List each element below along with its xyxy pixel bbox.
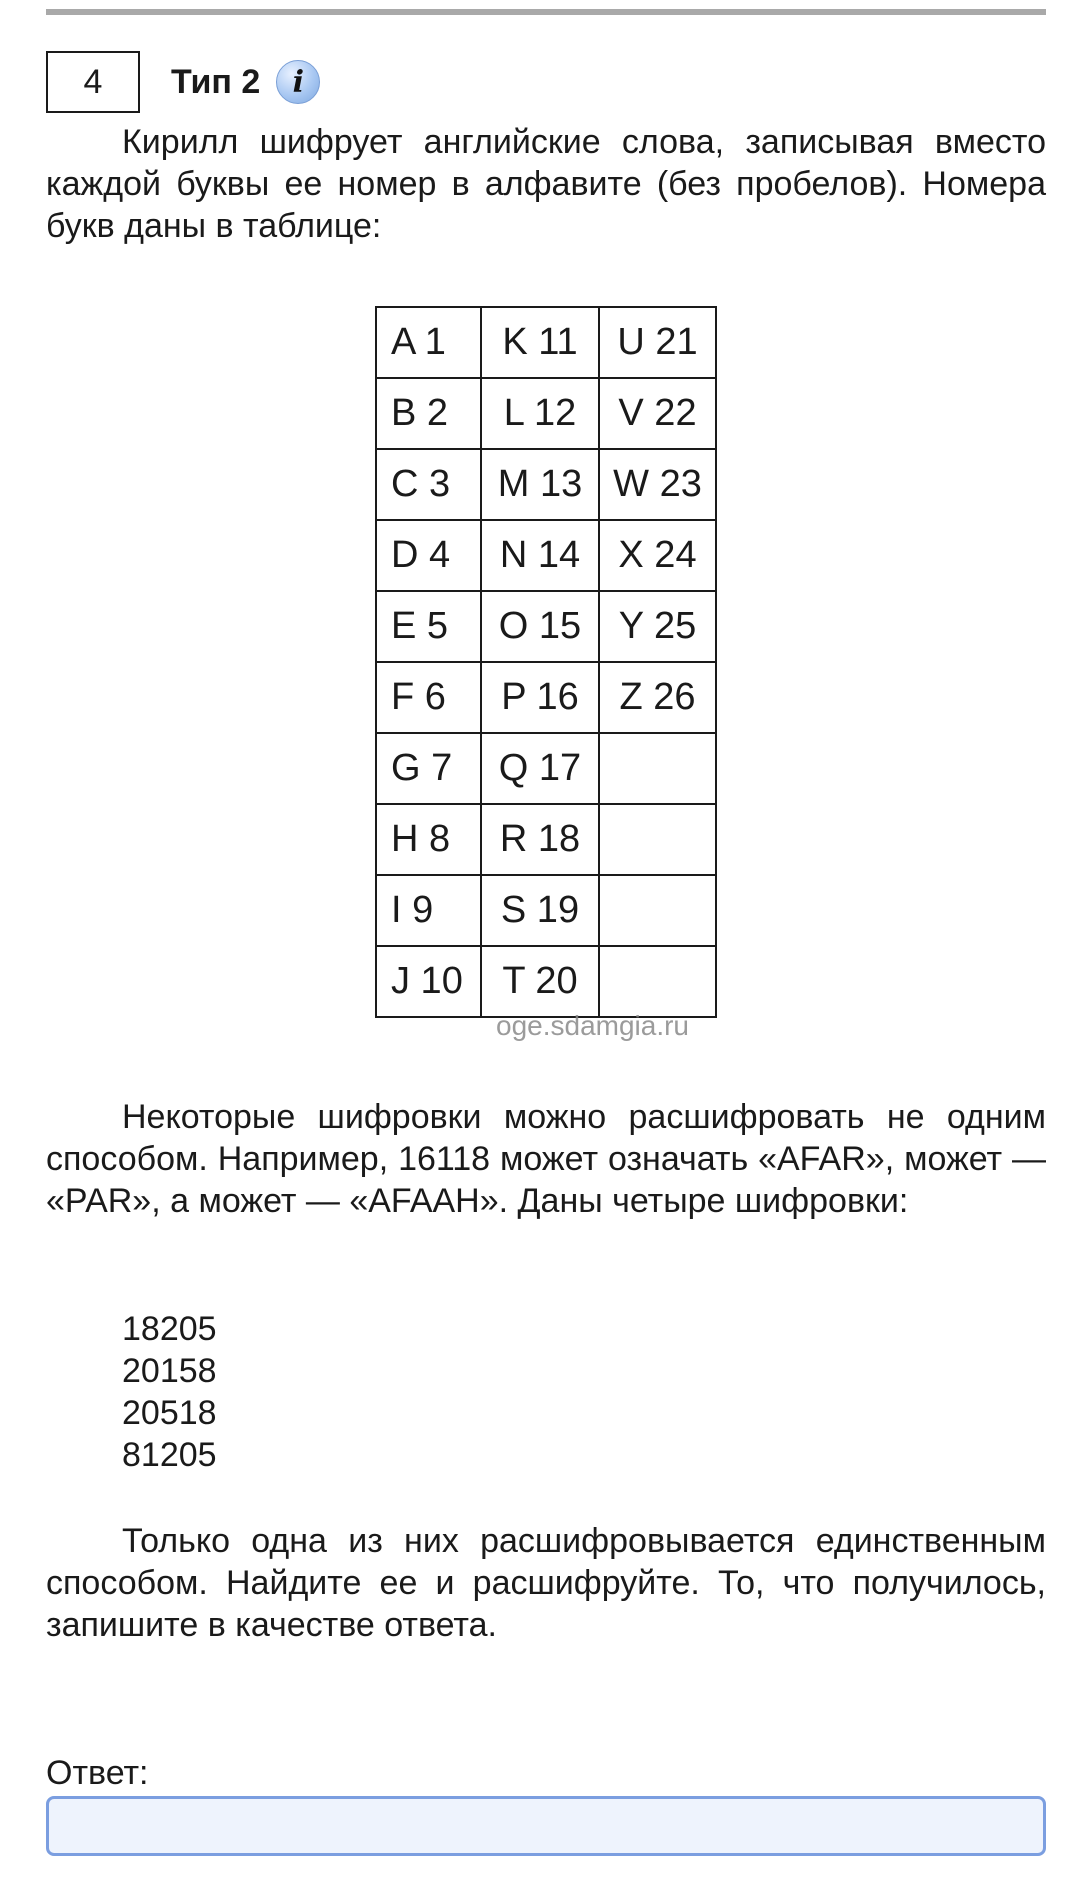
letter-number-table: [375, 306, 717, 1018]
table-cell: [599, 946, 716, 1017]
table-cell: Z 26: [599, 662, 716, 733]
table-cell: R 18: [481, 804, 599, 875]
answer-input[interactable]: [46, 1796, 1046, 1856]
table-cell: J 10: [376, 946, 481, 1017]
table-row: [376, 733, 716, 804]
task-number-box: 4: [46, 51, 140, 113]
intro-paragraph: Кирилл шифрует английские слова, записывая вместо каждой буквы ее номер в алфавите (без пробелов). Номера букв даны в таблице:: [46, 123, 1046, 245]
cipher-codes-list: [122, 1308, 217, 1476]
table-cell: D 4: [376, 520, 481, 591]
answer-label: Ответ:: [46, 1754, 149, 1792]
table-cell: [599, 875, 716, 946]
table-cell: [599, 804, 716, 875]
table-cell: F 6: [376, 662, 481, 733]
table-cell: G 7: [376, 733, 481, 804]
site-watermark: oge.sdamgia.ru: [496, 1010, 690, 1041]
table-cell: H 8: [376, 804, 481, 875]
table-cell: W 23: [599, 449, 716, 520]
table-row: [376, 875, 716, 946]
table-cell: K 11: [481, 307, 599, 378]
table-row: [376, 449, 716, 520]
table-cell: L 12: [481, 378, 599, 449]
cipher-code: 81205: [122, 1436, 217, 1474]
table-cell: S 19: [481, 875, 599, 946]
cipher-code: 20518: [122, 1394, 217, 1432]
question-paragraph: Только одна из них расшифровывается единственным способом. Найдите ее и расшифруйте. То, что получилось, запишите в качестве ответа.: [46, 1522, 1046, 1644]
table-row: [376, 378, 716, 449]
table-cell: A 1: [376, 307, 481, 378]
table-row: [376, 804, 716, 875]
table-row: [376, 307, 716, 378]
task-header: [46, 49, 320, 115]
table-cell: T 20: [481, 946, 599, 1017]
table-cell: N 14: [481, 520, 599, 591]
table-row: [376, 662, 716, 733]
table-cell: [599, 733, 716, 804]
top-divider: [46, 9, 1046, 15]
table-row: [376, 946, 716, 1017]
cipher-code: 20158: [122, 1352, 217, 1390]
table-cell: E 5: [376, 591, 481, 662]
info-icon[interactable]: i: [276, 60, 320, 104]
task-type-label: Тип 2: [171, 62, 261, 101]
table-cell: Y 25: [599, 591, 716, 662]
table-cell: C 3: [376, 449, 481, 520]
table-row: [376, 520, 716, 591]
cipher-code: 18205: [122, 1310, 217, 1348]
table-cell: X 24: [599, 520, 716, 591]
example-paragraph: Некоторые шифровки можно расшифровать не одним способом. Например, 16118 может означать «AFAR», может — «PAR», а может — «AFAAH». Даны четыре шифровки:: [46, 1098, 1046, 1220]
table-cell: M 13: [481, 449, 599, 520]
table-cell: Q 17: [481, 733, 599, 804]
table-cell: O 15: [481, 591, 599, 662]
table-cell: V 22: [599, 378, 716, 449]
table-row: [376, 591, 716, 662]
table-cell: U 21: [599, 307, 716, 378]
table-cell: I 9: [376, 875, 481, 946]
table-cell: B 2: [376, 378, 481, 449]
table-cell: P 16: [481, 662, 599, 733]
